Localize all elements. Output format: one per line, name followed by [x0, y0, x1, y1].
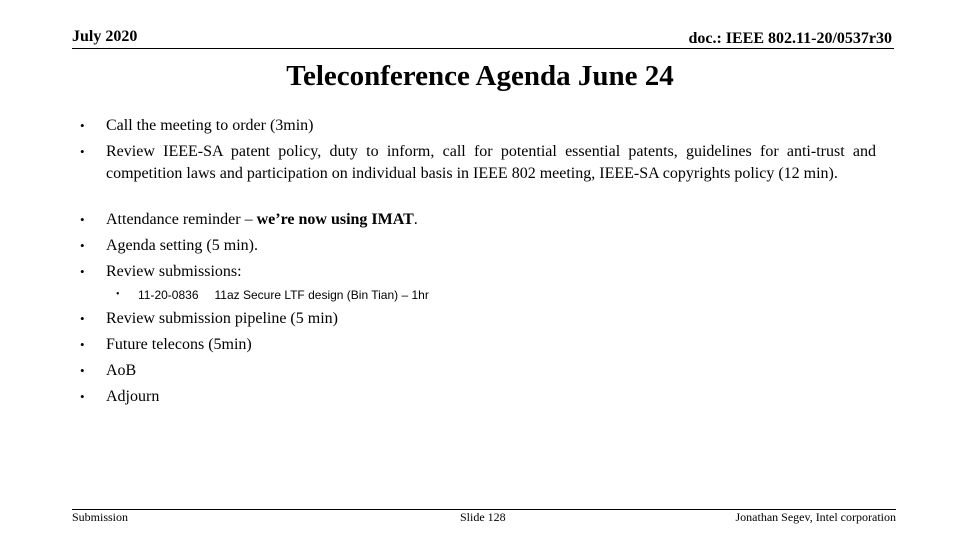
bullet: •	[80, 118, 85, 133]
bullet: •	[80, 311, 85, 326]
agenda-item-call-to-order: Call the meeting to order (3min)	[106, 117, 314, 134]
submission-entry	[138, 288, 429, 302]
footer-slide-number: Slide 128	[460, 510, 506, 524]
bullet: •	[80, 264, 85, 279]
agenda-item-review-submissions: Review submissions:	[106, 263, 242, 280]
bullet: •	[80, 212, 85, 227]
agenda-item-patent-policy: Review IEEE-SA patent policy, duty to inform, call for potential essential patents, guidelines for anti-trust and competition laws and participation on individual basis in IEEE 802 meeting, IEEE-SA copyrights policy (12 min).	[106, 143, 876, 182]
bullet: •	[80, 363, 85, 378]
attendance-emphasis: we’re now using IMAT	[256, 211, 414, 228]
sub-bullet: •	[116, 289, 120, 300]
agenda-item-pipeline: Review submission pipeline (5 min)	[106, 310, 338, 327]
agenda-item-aob: AoB	[106, 362, 137, 379]
submission-description: 11az Secure LTF design (Bin Tian) – 1hr	[214, 288, 429, 302]
agenda-item-adjourn: Adjourn	[106, 388, 160, 405]
bullet: •	[80, 337, 85, 352]
bullet: •	[80, 389, 85, 404]
footer-author: Jonathan Segev, Intel corporation	[735, 510, 896, 524]
slide-title: Teleconference Agenda June 24	[286, 60, 674, 92]
agenda-item-agenda-setting: Agenda setting (5 min).	[106, 237, 258, 254]
submission-doc-number: 11-20-0836	[138, 288, 199, 302]
bullet: •	[80, 238, 85, 253]
header-date: July 2020	[72, 28, 138, 45]
footer-submission: Submission	[72, 510, 129, 524]
agenda-item-future-telecons: Future telecons (5min)	[106, 336, 252, 353]
agenda-item-attendance	[106, 209, 876, 231]
attendance-tail: .	[413, 211, 418, 228]
bullet: •	[80, 144, 85, 159]
header-doc-id: doc.: IEEE 802.11-20/0537r30	[688, 30, 892, 47]
attendance-text: Attendance reminder –	[106, 211, 257, 228]
